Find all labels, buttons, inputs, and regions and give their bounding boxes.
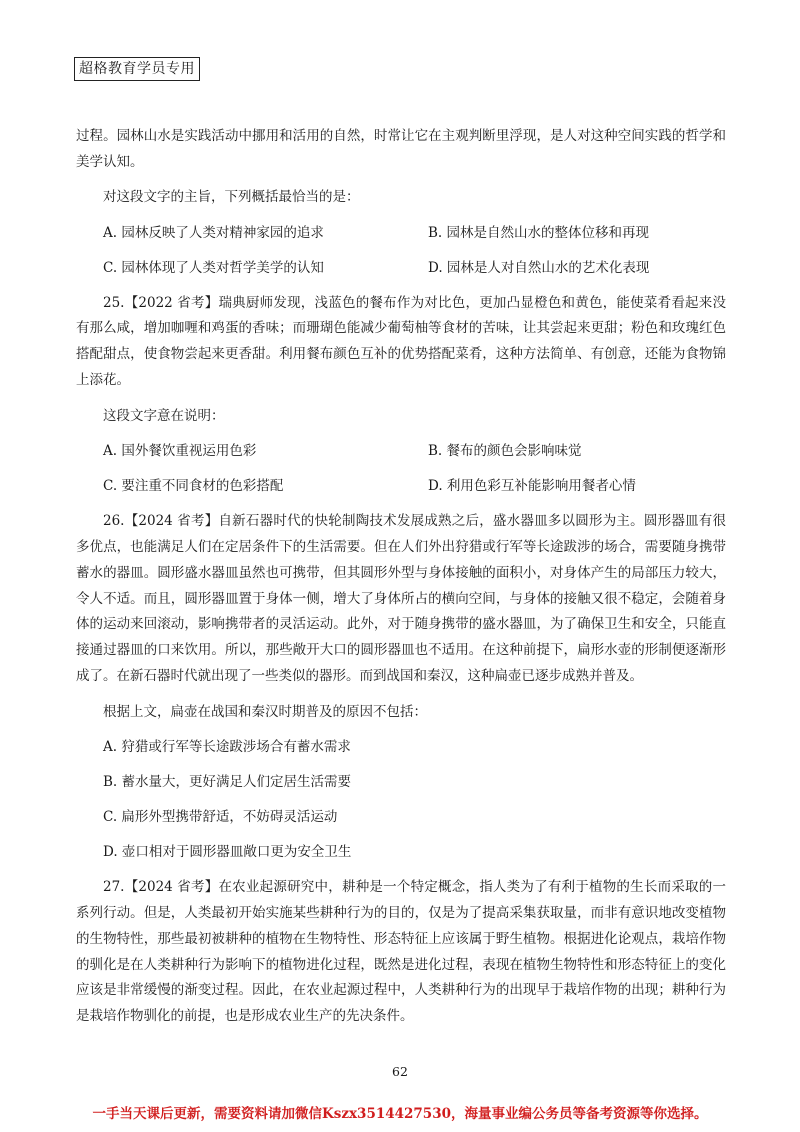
header-label: 超格教育学员专用 (74, 57, 200, 81)
q25-question: 这段文字意在说明： (103, 407, 225, 424)
q24-option-a: A. 园林反映了人类对精神家园的追求 (103, 224, 324, 241)
q26-option-c: C. 扁形外型携带舒适，不妨碍灵活运动 (103, 809, 338, 826)
q26-option-b: B. 蓄水量大，更好满足人们定居生活需要 (103, 774, 352, 791)
q25-option-a: A. 国外餐饮重视运用色彩 (103, 443, 257, 460)
q24-options-row-2 (76, 256, 726, 281)
q25-option-d: D. 利用色彩互补能影响用餐者心情 (428, 478, 636, 495)
q25-option-b: B. 餐布的颜色会影响味觉 (428, 443, 582, 460)
q24-passage-tail: 过程。园林山水是实践活动中挪用和活用的自然，时常让它在主观判断里浮现，是人对这种空间实践的哲学和美学认知。 (76, 128, 726, 170)
footer-promo-note: 一手当天课后更新，需要资料请加微信Kszx3514427530，海量事业编公务员等备考资源等你选择。 (92, 1106, 708, 1122)
q26-option-a: A. 狩猎或行军等长途跋涉场合有蓄水需求 (103, 739, 351, 756)
q26-question: 根据上文，扁壶在战国和秦汉时期普及的原因不包括： (103, 703, 427, 720)
q24-option-c: C. 园林体现了人类对哲学美学的认知 (103, 259, 324, 276)
q24-options-row-1 (76, 221, 726, 246)
q27-passage: 27.【2024 省考】在农业起源研究中，耕种是一个特定概念，指人类为了有利于植物的生长而采取的一系列行动。但是，人类最初开始实施某些耕种行为的目的，仅是为了提高采集获取量，而非有意识地改变植物的生物特性，那些最初被耕种的植物在生物特性、形态特征上应该属于野生植物。根据进化论观点，栽培作物的驯化是在人类耕种行为影响下的植物进化过程，既然是进化过程，表现在植物生物特性和形态特征上的变化应该是非常缓慢的渐变过程。因此，在农业起源过程中，人类耕种行为的出现早于栽培作物的出现；耕种行为是栽培作物驯化的前提，也是形成农业生产的先决条件。 (76, 879, 726, 1025)
q26-option-d: D. 壶口相对于圆形器皿敞口更为安全卫生 (103, 844, 352, 861)
q25-options-row-1 (76, 439, 726, 464)
q24-question: 对这段文字的主旨，下列概括最恰当的是： (103, 189, 360, 205)
page-number: 62 (392, 1064, 408, 1079)
q25-passage: 25.【2022 省考】瑞典厨师发现，浅蓝色的餐布作为对比色，更加凸显橙色和黄色，能使菜肴看起来没有那么咸，增加咖喱和鸡蛋的香味；而珊瑚色能减少葡萄柚等食材的苦味，让其尝起来更甜；粉色和玫瑰红色搭配甜点，使食物尝起来更香甜。利用餐布颜色互补的优势搭配菜肴，这种方法简单、有创意，还能为食物锦上添花。 (76, 294, 726, 388)
q24-option-b: B. 园林是自然山水的整体位移和再现 (428, 224, 650, 241)
page-content (76, 124, 726, 1040)
q25-option-c: C. 要注重不同食材的色彩搭配 (103, 478, 284, 495)
q26-passage: 26.【2024 省考】自新石器时代的快轮制陶技术发展成熟之后，盛水器皿多以圆形为主。圆形器皿有很多优点，也能满足人们在定居条件下的生活需要。但在人们外出狩猎或行军等长途跋涉的场合，需要随身携带蓄水的器皿。圆形盛水器皿虽然也可携带，但其圆形外型与身体接触的面积小，对身体产生的局部压力较大，令人不适。而且，圆形器皿置于身体一侧，增大了身体所占的横向空间，与身体的接触又很不稳定，会随着身体的运动来回滚动，影响携带者的灵活运动。此外，对于随身携带的盛水器皿，为了确保卫生和安全，只能直接通过器皿的口来饮用。所以，那些敞开大口的圆形器皿也不适用。在这种前提下，扁形水壶的形制便逐渐形成了。在新石器时代就出现了一些类似的器形。而到战国和秦汉，这种扁壶已逐步成熟并普及。 (76, 513, 726, 684)
q24-option-d: D. 园林是人对自然山水的艺术化表现 (428, 259, 650, 276)
q25-options-row-2 (76, 474, 726, 499)
